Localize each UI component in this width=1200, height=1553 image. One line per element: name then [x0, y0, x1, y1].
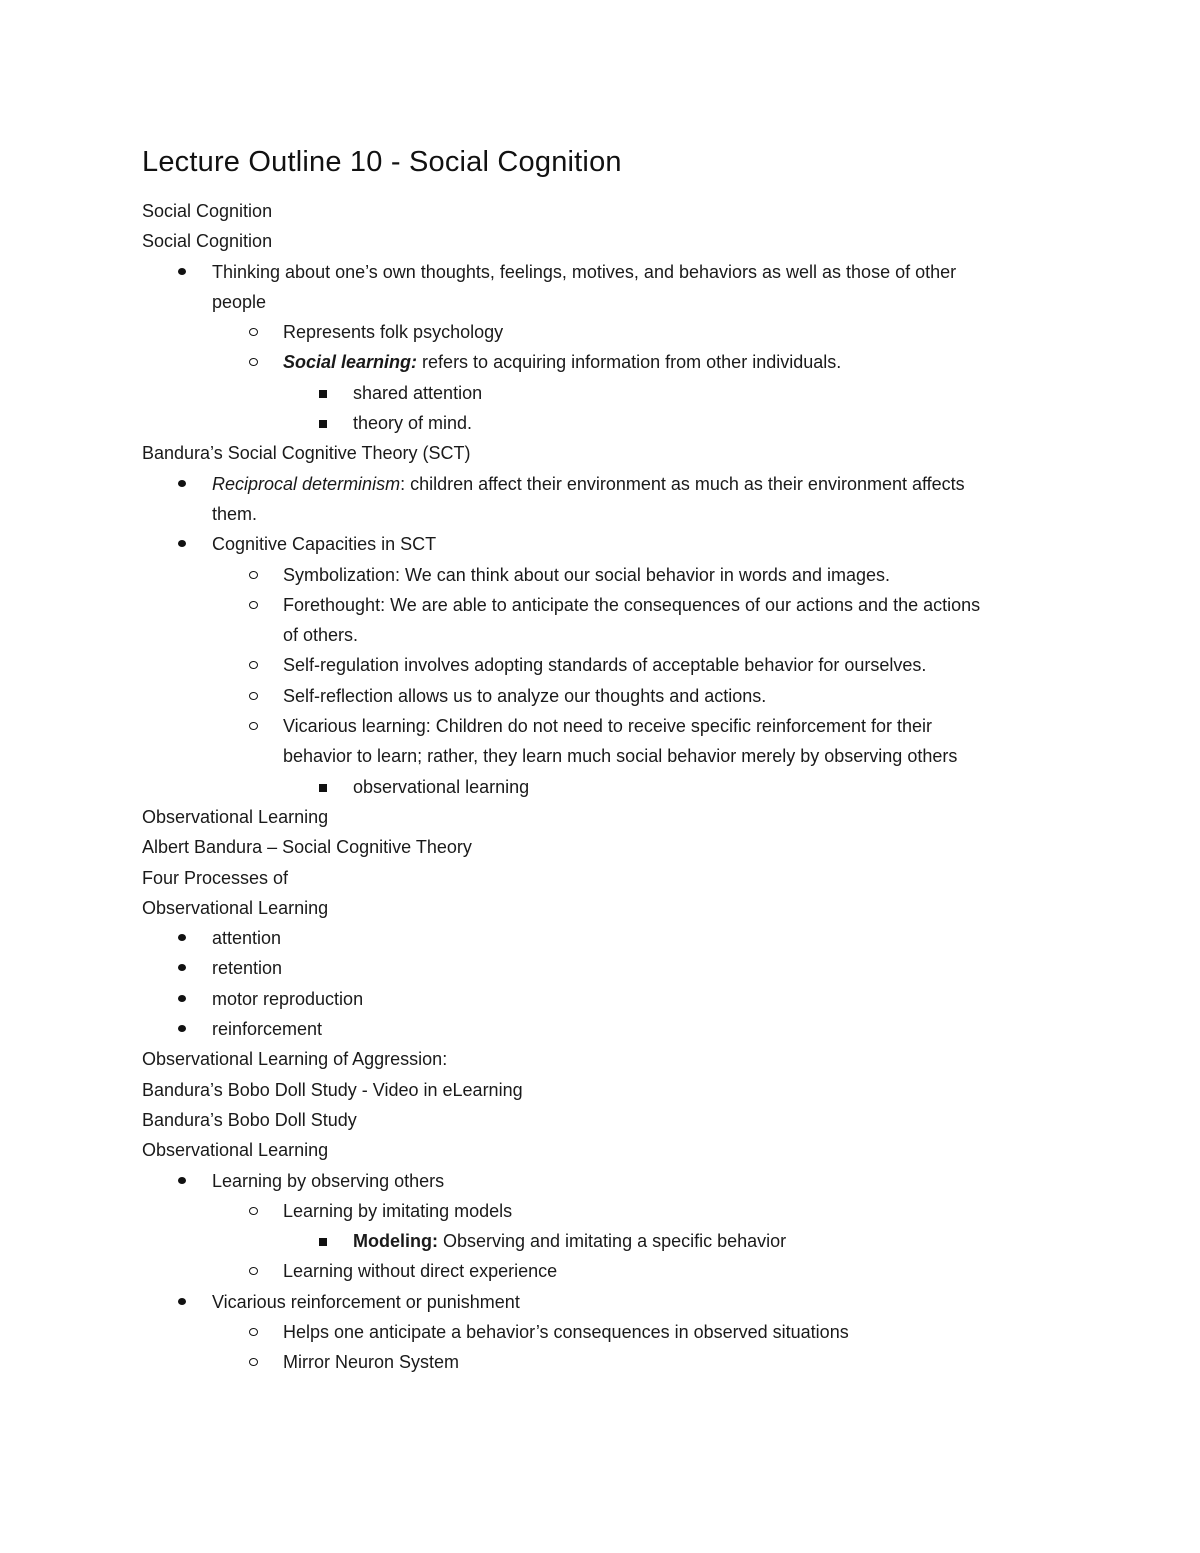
sub-bullet-item [142, 650, 1082, 680]
sub-bullet-text: Mirror Neuron System [283, 1352, 460, 1373]
hollow-bullet-icon [249, 328, 258, 336]
square-bullet-text: Observing and imitating a specific behavior [437, 1231, 787, 1252]
sub-bullet-item [142, 711, 1082, 772]
sub-bullet-item [142, 1256, 1082, 1286]
term-emphasis: Reciprocal determinism [212, 473, 401, 494]
heading-line: Bandura’s Bobo Doll Study [142, 1109, 357, 1130]
heading-line: Observational Learning [142, 1140, 329, 1161]
hollow-bullet-icon [249, 1328, 258, 1336]
sub-bullet-text-continued: of others. [283, 625, 359, 646]
term-emphasis: Social learning: [283, 352, 418, 373]
square-bullet-icon [319, 1238, 327, 1246]
hollow-bullet-icon [249, 1358, 258, 1366]
sub-bullet-text: Learning without direct experience [283, 1261, 558, 1282]
filled-bullet-icon [178, 480, 186, 487]
bullet-item [142, 257, 1082, 318]
square-bullet-item [142, 1226, 1082, 1256]
bullet-text: attention [212, 928, 282, 949]
filled-bullet-icon [178, 934, 186, 941]
square-bullet-text: observational learning [353, 776, 530, 797]
hollow-bullet-icon [249, 601, 258, 609]
bullet-text: Vicarious reinforcement or punishment [212, 1291, 520, 1312]
sub-bullet-text: Self-reflection allows us to analyze our thoughts and actions. [283, 685, 767, 706]
term-emphasis: Modeling: [353, 1231, 438, 1252]
sub-bullet-text-continued: behavior to learn; rather, they learn much social behavior merely by observing others [283, 746, 958, 767]
bullet-text-continued: people [212, 291, 267, 312]
heading-line: Observational Learning of Aggression: [142, 1049, 448, 1070]
hollow-bullet-icon [249, 358, 258, 366]
heading-line: Four Processes of [142, 867, 289, 888]
document-page [142, 140, 1082, 1378]
bullet-text: Thinking about one’s own thoughts, feelings, motives, and behaviors as well as those of other [212, 261, 957, 282]
filled-bullet-icon [178, 1025, 186, 1032]
heading-line: Albert Bandura – Social Cognitive Theory [142, 837, 472, 858]
sub-bullet-text: refers to acquiring information from other individuals. [417, 352, 842, 373]
square-bullet-item [142, 378, 1082, 408]
hollow-bullet-icon [249, 692, 258, 700]
bullet-item [142, 1014, 1082, 1044]
sub-bullet-text: Learning by imitating models [283, 1200, 513, 1221]
sub-bullet-text: Vicarious learning: Children do not need to receive specific reinforcement for their [283, 716, 933, 737]
heading-line: Bandura’s Bobo Doll Study - Video in eLearning [142, 1079, 523, 1100]
filled-bullet-icon [178, 1177, 186, 1184]
heading-line: Social Cognition [142, 201, 273, 221]
square-bullet-icon [319, 784, 327, 792]
square-bullet-icon [319, 390, 327, 398]
square-bullet-icon [319, 420, 327, 428]
square-bullet-item [142, 408, 1082, 438]
sub-bullet-item [142, 1317, 1082, 1347]
hollow-bullet-icon [249, 722, 258, 730]
filled-bullet-icon [178, 540, 186, 547]
heading-line: Social Cognition [142, 231, 273, 252]
bullet-text-continued: them. [212, 503, 258, 524]
bullet-text: retention [212, 958, 283, 979]
heading-line: Bandura’s Social Cognitive Theory (SCT) [142, 443, 471, 464]
sub-bullet-item [142, 1347, 1082, 1377]
sub-bullet-item [142, 317, 1082, 347]
heading-line: Observational Learning [142, 806, 329, 827]
bullet-item [142, 1166, 1082, 1196]
bullet-text: Cognitive Capacities in SCT [212, 534, 437, 555]
square-bullet-item [142, 772, 1082, 802]
bullet-text: motor reproduction [212, 988, 364, 1009]
bullet-text: Learning by observing others [212, 1170, 445, 1191]
sub-bullet-item [142, 590, 1082, 651]
hollow-bullet-icon [249, 1207, 258, 1215]
square-bullet-text: shared attention [353, 382, 483, 403]
hollow-bullet-icon [249, 1267, 258, 1275]
sub-bullet-text: Helps one anticipate a behavior’s consequences in observed situations [283, 1321, 849, 1342]
page-title: Lecture Outline 10 - Social Cognition [142, 146, 622, 178]
filled-bullet-icon [178, 1298, 186, 1305]
heading-line: Observational Learning [142, 897, 329, 918]
bullet-item [142, 923, 1082, 953]
sub-bullet-text: Represents folk psychology [283, 322, 504, 343]
hollow-bullet-icon [249, 571, 258, 579]
filled-bullet-icon [178, 964, 186, 971]
filled-bullet-icon [178, 268, 186, 275]
square-bullet-text: theory of mind. [353, 413, 473, 434]
sub-bullet-item [142, 681, 1082, 711]
filled-bullet-icon [178, 995, 186, 1002]
sub-bullet-item [142, 347, 1082, 377]
sub-bullet-text: Forethought: We are able to anticipate the consequences of our actions and the actions [283, 594, 981, 615]
bullet-item [142, 469, 1082, 530]
bullet-item [142, 953, 1082, 983]
bullet-text: reinforcement [212, 1019, 323, 1040]
sub-bullet-text: Symbolization: We can think about our social behavior in words and images. [283, 564, 890, 585]
bullet-item [142, 984, 1082, 1014]
sub-bullet-item [142, 560, 1082, 590]
bullet-item [142, 529, 1082, 559]
sub-bullet-item [142, 1196, 1082, 1226]
bullet-item [142, 1287, 1082, 1317]
bullet-text: : children affect their environment as much as their environment affects [400, 473, 965, 494]
hollow-bullet-icon [249, 661, 258, 669]
sub-bullet-text: Self-regulation involves adopting standards of acceptable behavior for ourselves. [283, 655, 927, 676]
